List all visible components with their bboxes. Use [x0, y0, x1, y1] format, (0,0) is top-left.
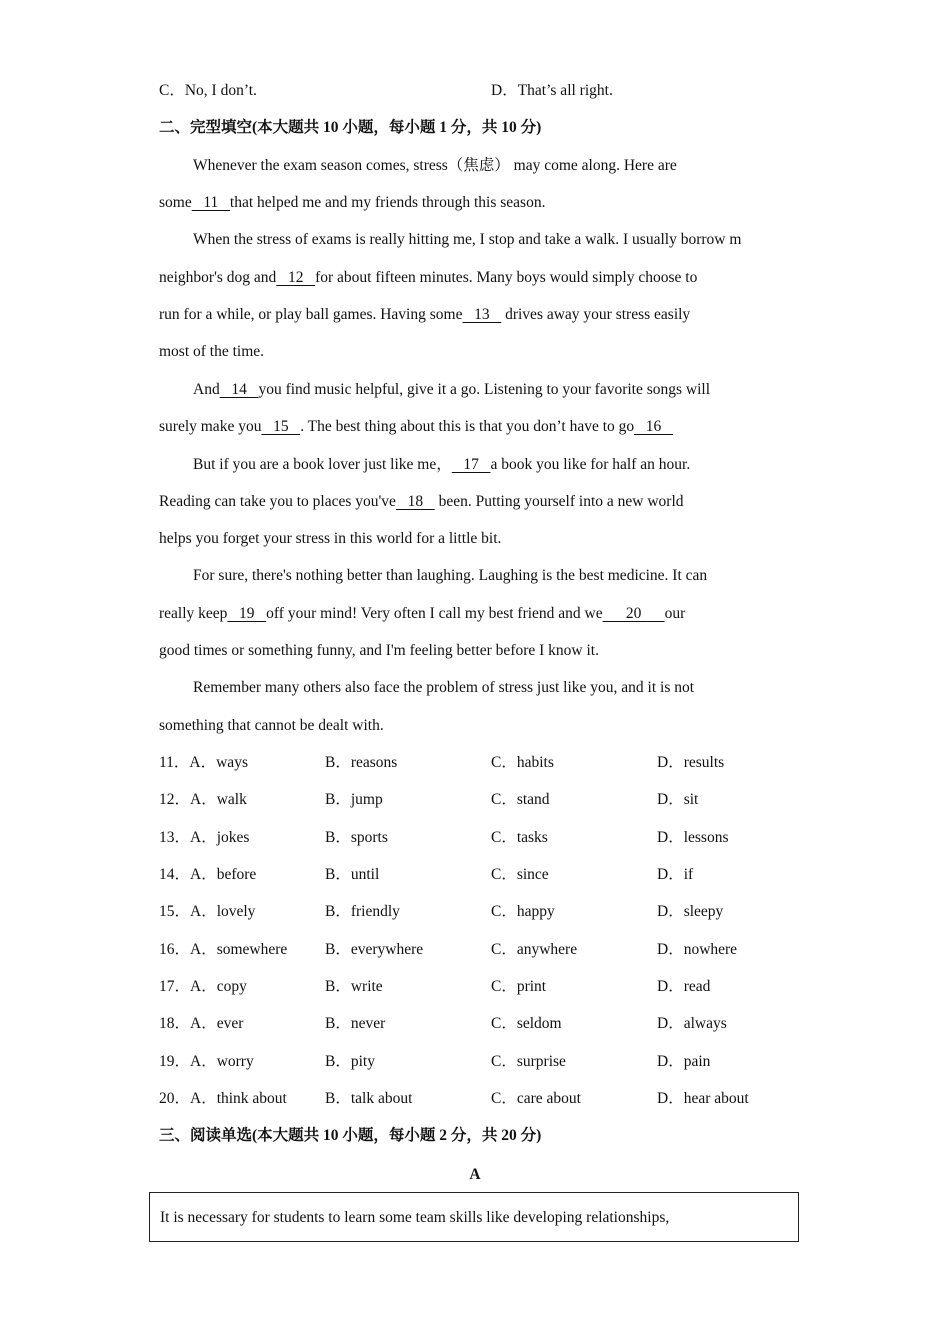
passage-line [159, 193, 545, 213]
option-d: D．read [657, 978, 711, 995]
passage-line: most of the time. [159, 343, 265, 360]
passage-text: been. Putting yourself into a new world [434, 493, 684, 510]
passage-line [159, 305, 690, 325]
option-a: 13．A．jokes [159, 829, 250, 846]
passage-text: off your mind! Very often I call my best friend and we [266, 605, 603, 622]
blank-11: 11 [191, 194, 230, 211]
passage-text: our [664, 605, 686, 622]
section-heading-reading: 三、阅读单选(本大题共 10 小题，每小题 2 分，共 20 分) [159, 1127, 542, 1144]
option-a: 19．A．worry [159, 1053, 254, 1070]
option-c: C．tasks [491, 829, 548, 846]
blank-18: 18 [395, 493, 435, 510]
blank-14: 14 [219, 381, 259, 398]
blank-12: 12 [276, 269, 316, 286]
question-row [159, 902, 799, 922]
blank-16: 16 [634, 418, 673, 435]
option-c: C．print [491, 978, 547, 995]
question-row [159, 1014, 799, 1034]
option-c: C．seldom [491, 1015, 562, 1032]
option-d: D．sit [657, 791, 699, 808]
option-b: B．reasons [325, 754, 398, 771]
option-c: C．since [491, 866, 549, 883]
passage-line: helps you forget your stress in this world for a little bit. [159, 530, 502, 547]
blank-20: 20 [602, 605, 665, 622]
passage-text: And [193, 381, 220, 398]
option-b: B．sports [325, 829, 388, 846]
option-b: B．pity [325, 1053, 375, 1070]
option-a: 17．A．copy [159, 978, 247, 995]
passage-line [193, 455, 690, 475]
option-d: D．hear about [657, 1090, 749, 1107]
part-label: A [469, 1166, 481, 1183]
passage-line [193, 380, 710, 400]
option-a: 15．A．lovely [159, 903, 256, 920]
option-b: B．never [325, 1015, 386, 1032]
option-c: C．happy [491, 903, 555, 920]
option-c: C．anywhere [491, 941, 578, 958]
passage-text: some [159, 194, 192, 211]
blank-15: 15 [261, 418, 301, 435]
option-b: B．until [325, 866, 380, 883]
passage-box-text: It is necessary for students to learn some team skills like developing relationships, [160, 1209, 670, 1226]
passage-text: run for a while, or play ball games. Having some [159, 306, 463, 323]
option-c: C．habits [491, 754, 554, 771]
passage-line: good times or something funny, and I'm feeling better before I know it. [159, 642, 599, 659]
option-d: D．sleepy [657, 903, 724, 920]
prev-option-c: C．No, I don’t. [159, 82, 257, 99]
blank-19: 19 [227, 605, 267, 622]
option-b: B．friendly [325, 903, 400, 920]
option-c: C．stand [491, 791, 550, 808]
passage-line [159, 268, 697, 288]
question-row [159, 1089, 799, 1109]
option-a: 14．A．before [159, 866, 257, 883]
question-row [159, 1052, 799, 1072]
option-a: 20．A．think about [159, 1090, 287, 1107]
passage-line: something that cannot be dealt with. [159, 717, 384, 734]
option-a: 12．A．walk [159, 791, 247, 808]
option-d: D．if [657, 866, 694, 883]
passage-text: you find music helpful, give it a go. Listening to your favorite songs will [258, 381, 711, 398]
question-row [159, 790, 799, 810]
prev-option-d: D．That’s all right. [491, 82, 613, 99]
question-row [159, 977, 799, 997]
question-row [159, 753, 799, 773]
blank-13: 13 [462, 306, 502, 323]
passage-box [149, 1192, 799, 1242]
blank-17: 17 [451, 456, 491, 473]
passage-text: for about fifteen minutes. Many boys would simply choose to [315, 269, 698, 286]
passage-text: surely make you [159, 418, 262, 435]
option-a: 16．A．somewhere [159, 941, 288, 958]
option-d: D．pain [657, 1053, 711, 1070]
passage-line: Remember many others also face the problem of stress just like you, and it is not [193, 679, 695, 696]
passage-text: But if you are a book lover just like me， [193, 456, 452, 473]
option-d: D．lessons [657, 829, 729, 846]
passage-line [159, 604, 685, 624]
passage-text: a book you like for half an hour. [490, 456, 691, 473]
option-d: D．always [657, 1015, 727, 1032]
passage-text: that helped me and my friends through this season. [229, 194, 546, 211]
passage-text: drives away your stress easily [501, 306, 691, 323]
passage-line: Whenever the exam season comes, stress（焦虑） may come along. Here are [193, 157, 677, 174]
option-b: B．write [325, 978, 383, 995]
passage-line [159, 417, 673, 437]
question-row [159, 865, 799, 885]
passage-text: Reading can take you to places you've [159, 493, 396, 510]
question-row [159, 940, 799, 960]
option-d: D．nowhere [657, 941, 738, 958]
passage-line: When the stress of exams is really hitting me, I stop and take a walk. I usually borrow m [193, 231, 742, 248]
option-b: B．jump [325, 791, 383, 808]
passage-text: neighbor's dog and [159, 269, 277, 286]
option-c: C．care about [491, 1090, 581, 1107]
option-a: 11．A．ways [159, 754, 248, 771]
option-d: D．results [657, 754, 725, 771]
option-a: 18．A．ever [159, 1015, 244, 1032]
option-c: C．surprise [491, 1053, 566, 1070]
option-b: B．talk about [325, 1090, 413, 1107]
passage-line: For sure, there's nothing better than laughing. Laughing is the best medicine. It can [193, 567, 708, 584]
passage-line [159, 492, 684, 512]
question-row [159, 828, 799, 848]
option-b: B．everywhere [325, 941, 424, 958]
section-heading-cloze: 二、完型填空(本大题共 10 小题，每小题 1 分，共 10 分) [159, 119, 542, 136]
passage-text: really keep [159, 605, 228, 622]
passage-text: . The best thing about this is that you don’t have to go [300, 418, 635, 435]
